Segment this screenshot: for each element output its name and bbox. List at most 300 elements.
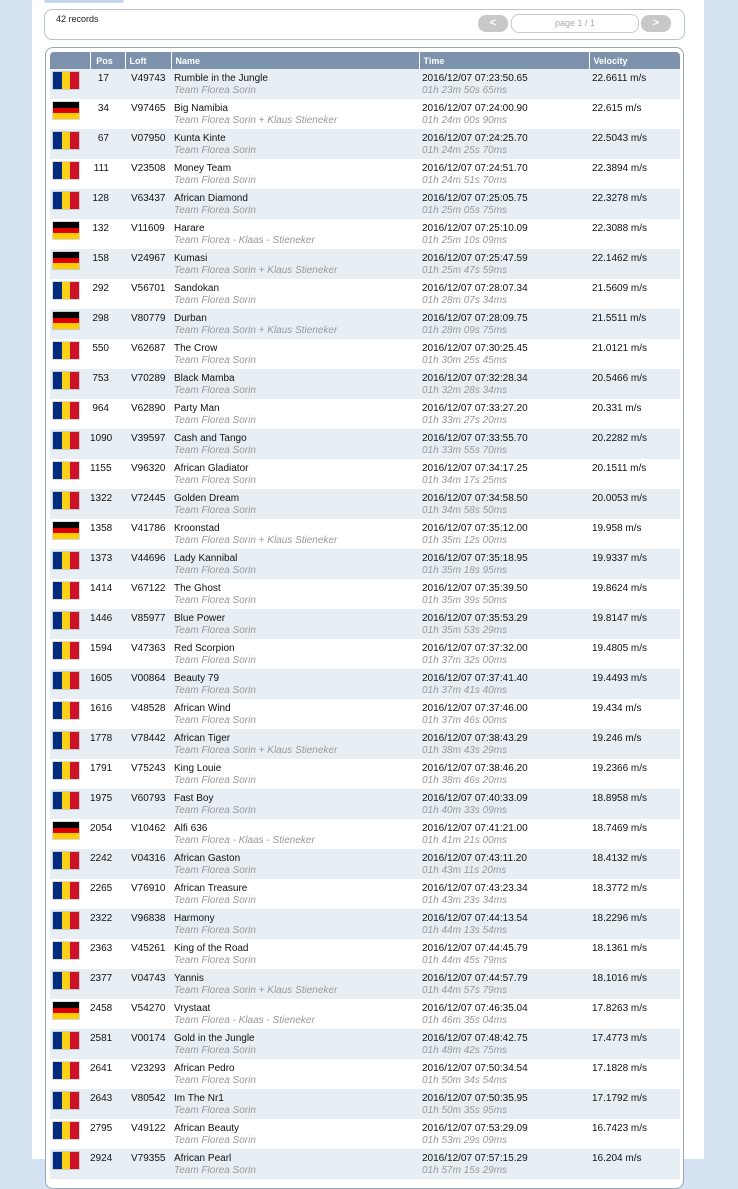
flight-duration: 01h 37m 32s 00ms <box>422 655 508 666</box>
velocity-cell <box>589 339 680 369</box>
arrival-time: 2016/12/07 07:46:35.04 <box>422 1003 528 1014</box>
loft-value: V04316 <box>131 853 166 864</box>
team-name: Team Florea Sorin <box>174 955 256 966</box>
velocity-cell <box>589 759 680 789</box>
table-row[interactable] <box>50 1029 680 1059</box>
team-name: Team Florea - Klaas - Stieneker <box>174 235 315 246</box>
arrival-time: 2016/12/07 07:23:50.65 <box>422 73 528 84</box>
velocity-value: 17.1828 m/s <box>592 1063 648 1074</box>
flag-cell <box>50 879 90 909</box>
flag-cell <box>50 1119 90 1149</box>
time-cell <box>419 99 589 129</box>
arrival-time: 2016/12/07 07:53:29.09 <box>422 1123 528 1134</box>
loft-cell <box>125 669 171 699</box>
time-cell <box>419 969 589 999</box>
velocity-cell <box>589 1149 680 1179</box>
team-name: Team Florea Sorin <box>174 865 256 876</box>
table-row[interactable] <box>50 189 680 219</box>
arrival-time: 2016/12/07 07:35:12.00 <box>422 523 528 534</box>
romania-flag-icon <box>53 1122 79 1139</box>
loft-value: V23508 <box>131 163 166 174</box>
flight-duration: 01h 38m 46s 20ms <box>422 775 508 786</box>
team-name: Team Florea Sorin <box>174 295 256 306</box>
table-row[interactable] <box>50 249 680 279</box>
team-name: Team Florea Sorin + Klaus Stieneker <box>174 535 338 546</box>
team-name: Team Florea Sorin + Klaus Stieneker <box>174 265 338 276</box>
pos-value: 1778 <box>90 733 113 744</box>
pigeon-name: The Ghost <box>174 583 221 594</box>
romania-flag-icon <box>53 732 79 749</box>
loft-cell <box>125 549 171 579</box>
loft-cell <box>125 459 171 489</box>
table-row[interactable] <box>50 1059 680 1089</box>
team-name: Team Florea Sorin + Klaus Stieneker <box>174 745 338 756</box>
results-panel <box>45 47 684 1189</box>
romania-flag-icon <box>53 972 79 989</box>
flag-cell <box>50 1059 90 1089</box>
table-row[interactable] <box>50 759 680 789</box>
velocity-cell <box>589 1119 680 1149</box>
table-row[interactable] <box>50 459 680 489</box>
romania-flag-icon <box>53 882 79 899</box>
results-body <box>50 69 680 1179</box>
velocity-value: 17.4773 m/s <box>592 1033 648 1044</box>
team-name: Team Florea Sorin <box>174 1045 256 1056</box>
velocity-value: 19.9337 m/s <box>592 553 648 564</box>
pos-value: 1791 <box>90 763 113 774</box>
velocity-value: 18.3772 m/s <box>592 883 648 894</box>
flag-cell <box>50 309 90 339</box>
table-row[interactable] <box>50 849 680 879</box>
loft-cell <box>125 1029 171 1059</box>
velocity-cell <box>589 129 680 159</box>
loft-value: V96838 <box>131 913 166 924</box>
table-row[interactable] <box>50 819 680 849</box>
name-cell <box>171 609 419 639</box>
table-row[interactable] <box>50 789 680 819</box>
loft-value: V56701 <box>131 283 166 294</box>
loft-cell <box>125 339 171 369</box>
pos-cell <box>90 999 125 1029</box>
name-cell <box>171 789 419 819</box>
romania-flag-icon <box>53 642 79 659</box>
pos-cell <box>90 729 125 759</box>
table-header <box>50 52 680 69</box>
flag-cell <box>50 1089 90 1119</box>
romania-flag-icon <box>53 612 79 629</box>
pos-cell <box>90 459 125 489</box>
pos-cell <box>90 69 125 99</box>
flight-duration: 01h 34m 58s 50ms <box>422 505 508 516</box>
velocity-cell <box>589 969 680 999</box>
table-row[interactable] <box>50 639 680 669</box>
pigeon-name: Kumasi <box>174 253 208 264</box>
table-row[interactable] <box>50 69 680 99</box>
flag-cell <box>50 789 90 819</box>
time-cell <box>419 399 589 429</box>
flight-duration: 01h 43m 23s 34ms <box>422 895 508 906</box>
pos-cell <box>90 909 125 939</box>
arrival-time: 2016/12/07 07:25:05.75 <box>422 193 528 204</box>
velocity-cell <box>589 789 680 819</box>
loft-value: V78442 <box>131 733 166 744</box>
pos-cell <box>90 429 125 459</box>
table-row[interactable] <box>50 429 680 459</box>
loft-cell <box>125 789 171 819</box>
arrival-time: 2016/12/07 07:33:55.70 <box>422 433 528 444</box>
pos-value: 2795 <box>90 1123 113 1134</box>
arrival-time: 2016/12/07 07:38:46.20 <box>422 763 528 774</box>
table-row[interactable] <box>50 909 680 939</box>
velocity-cell <box>589 369 680 399</box>
time-cell <box>419 309 589 339</box>
time-cell <box>419 819 589 849</box>
name-cell <box>171 759 419 789</box>
flight-duration: 01h 44m 45s 79ms <box>422 955 508 966</box>
arrival-time: 2016/12/07 07:37:41.40 <box>422 673 528 684</box>
name-cell <box>171 849 419 879</box>
flight-duration: 01h 30m 25s 45ms <box>422 355 508 366</box>
table-row[interactable] <box>50 279 680 309</box>
time-cell <box>419 369 589 399</box>
pigeon-name: Black Mamba <box>174 373 235 384</box>
loft-cell <box>125 1089 171 1119</box>
table-row[interactable] <box>50 999 680 1029</box>
flight-duration: 01h 25m 05s 75ms <box>422 205 508 216</box>
time-cell <box>419 789 589 819</box>
flight-duration: 01h 28m 07s 34ms <box>422 295 508 306</box>
loft-value: V60793 <box>131 793 166 804</box>
loft-cell <box>125 129 171 159</box>
table-row[interactable] <box>50 579 680 609</box>
arrival-time: 2016/12/07 07:24:25.70 <box>422 133 528 144</box>
column-header-loft[interactable]: Loft <box>125 52 171 69</box>
pos-cell <box>90 1089 125 1119</box>
pos-value: 2581 <box>90 1033 113 1044</box>
velocity-cell <box>589 549 680 579</box>
column-header-velocity[interactable]: Velocity <box>589 52 680 69</box>
name-cell <box>171 219 419 249</box>
romania-flag-icon <box>53 912 79 929</box>
romania-flag-icon <box>53 672 79 689</box>
table-row[interactable] <box>50 309 680 339</box>
velocity-cell <box>589 99 680 129</box>
column-header-flag[interactable] <box>50 52 90 69</box>
pigeon-name: King of the Road <box>174 943 249 954</box>
flight-duration: 01h 43m 11s 20ms <box>422 865 507 876</box>
pigeon-name: African Treasure <box>174 883 248 894</box>
flag-cell <box>50 159 90 189</box>
table-row[interactable] <box>50 489 680 519</box>
pigeon-name: African Diamond <box>174 193 248 204</box>
time-cell <box>419 999 589 1029</box>
pos-cell <box>90 879 125 909</box>
column-header-pos[interactable]: Pos <box>90 52 125 69</box>
time-cell <box>419 69 589 99</box>
loft-cell <box>125 999 171 1029</box>
flag-cell <box>50 189 90 219</box>
name-cell <box>171 939 419 969</box>
name-cell <box>171 99 419 129</box>
pos-cell <box>90 939 125 969</box>
velocity-value: 18.4132 m/s <box>592 853 648 864</box>
table-row[interactable] <box>50 1089 680 1119</box>
loft-cell <box>125 249 171 279</box>
pos-value: 1155 <box>90 463 112 474</box>
romania-flag-icon <box>53 342 79 359</box>
velocity-cell <box>589 1059 680 1089</box>
loft-cell <box>125 879 171 909</box>
flight-duration: 01h 24m 00s 90ms <box>422 115 508 126</box>
flag-cell <box>50 579 90 609</box>
table-row[interactable] <box>50 699 680 729</box>
table-row[interactable] <box>50 729 680 759</box>
table-row[interactable] <box>50 99 680 129</box>
romania-flag-icon <box>53 162 79 179</box>
table-row[interactable] <box>50 399 680 429</box>
page-indicator: page 1 / 1 <box>511 14 639 33</box>
pos-value: 1975 <box>90 793 113 804</box>
name-cell <box>171 69 419 99</box>
time-cell <box>419 339 589 369</box>
name-cell <box>171 489 419 519</box>
loft-cell <box>125 639 171 669</box>
time-cell <box>419 939 589 969</box>
team-name: Team Florea - Klaas - Stieneker <box>174 835 315 846</box>
pos-value: 1414 <box>90 583 113 594</box>
table-row[interactable] <box>50 549 680 579</box>
time-cell <box>419 609 589 639</box>
loft-cell <box>125 369 171 399</box>
velocity-cell <box>589 279 680 309</box>
romania-flag-icon <box>53 372 79 389</box>
flag-cell <box>50 369 90 399</box>
pigeon-name: Blue Power <box>174 613 226 624</box>
loft-cell <box>125 489 171 519</box>
pos-cell <box>90 789 125 819</box>
velocity-cell <box>589 1029 680 1059</box>
arrival-time: 2016/12/07 07:32:28.34 <box>422 373 528 384</box>
prev-page-button[interactable]: < <box>478 15 508 32</box>
germany-flag-icon <box>53 1002 79 1019</box>
pos-cell <box>90 849 125 879</box>
table-row[interactable] <box>50 609 680 639</box>
name-cell <box>171 159 419 189</box>
velocity-value: 20.0053 m/s <box>592 493 648 504</box>
table-row[interactable] <box>50 1149 680 1179</box>
name-cell <box>171 819 419 849</box>
name-cell <box>171 729 419 759</box>
flag-cell <box>50 1149 90 1179</box>
time-cell <box>419 669 589 699</box>
name-cell <box>171 129 419 159</box>
pos-cell <box>90 129 125 159</box>
velocity-value: 17.8263 m/s <box>592 1003 648 1014</box>
pos-value: 2924 <box>90 1153 113 1164</box>
table-row[interactable] <box>50 969 680 999</box>
flight-duration: 01h 40m 33s 09ms <box>422 805 508 816</box>
pigeon-name: Big Namibia <box>174 103 228 114</box>
arrival-time: 2016/12/07 07:37:46.00 <box>422 703 528 714</box>
velocity-value: 22.3088 m/s <box>592 223 648 234</box>
romania-flag-icon <box>53 462 79 479</box>
pigeon-name: African Pedro <box>174 1063 235 1074</box>
pigeon-name: Gold in the Jungle <box>174 1033 255 1044</box>
flag-cell <box>50 69 90 99</box>
velocity-cell <box>589 219 680 249</box>
flight-duration: 01h 35m 39s 50ms <box>422 595 508 606</box>
velocity-value: 19.8147 m/s <box>592 613 648 624</box>
pos-cell <box>90 519 125 549</box>
arrival-time: 2016/12/07 07:50:34.54 <box>422 1063 528 1074</box>
team-name: Team Florea Sorin <box>174 565 256 576</box>
pigeon-name: Durban <box>174 313 207 324</box>
flag-cell <box>50 279 90 309</box>
arrival-time: 2016/12/07 07:48:42.75 <box>422 1033 528 1044</box>
arrival-time: 2016/12/07 07:35:39.50 <box>422 583 528 594</box>
arrival-time: 2016/12/07 07:34:58.50 <box>422 493 528 504</box>
pigeon-name: Beauty 79 <box>174 673 220 684</box>
loft-value: V70289 <box>131 373 166 384</box>
loft-cell <box>125 909 171 939</box>
table-row[interactable] <box>50 1119 680 1149</box>
arrival-time: 2016/12/07 07:37:32.00 <box>422 643 528 654</box>
table-row[interactable] <box>50 519 680 549</box>
pos-value: 67 <box>97 133 109 144</box>
arrival-time: 2016/12/07 07:30:25.45 <box>422 343 528 354</box>
velocity-value: 22.3894 m/s <box>592 163 648 174</box>
loft-cell <box>125 609 171 639</box>
pos-cell <box>90 339 125 369</box>
table-row[interactable] <box>50 939 680 969</box>
loft-value: V67122 <box>131 583 166 594</box>
team-name: Team Florea Sorin <box>174 505 256 516</box>
loft-cell <box>125 99 171 129</box>
page <box>32 0 704 1176</box>
team-name: Team Florea Sorin <box>174 445 256 456</box>
table-row[interactable] <box>50 879 680 909</box>
romania-flag-icon <box>53 552 79 569</box>
name-cell <box>171 909 419 939</box>
loft-cell <box>125 519 171 549</box>
time-cell <box>419 519 589 549</box>
loft-value: V97465 <box>131 103 166 114</box>
name-cell <box>171 1119 419 1149</box>
column-header-time[interactable]: Time <box>419 52 589 69</box>
arrival-time: 2016/12/07 07:24:51.70 <box>422 163 528 174</box>
flag-cell <box>50 219 90 249</box>
pos-value: 1616 <box>90 703 113 714</box>
romania-flag-icon <box>53 702 79 719</box>
romania-flag-icon <box>53 942 79 959</box>
velocity-value: 18.1361 m/s <box>592 943 648 954</box>
pos-cell <box>90 219 125 249</box>
velocity-value: 18.8958 m/s <box>592 793 648 804</box>
pigeon-name: Golden Dream <box>174 493 240 504</box>
flag-cell <box>50 429 90 459</box>
pos-value: 2242 <box>90 853 113 864</box>
time-cell <box>419 729 589 759</box>
team-name: Team Florea Sorin <box>174 145 256 156</box>
pigeon-name: Im The Nr1 <box>174 1093 224 1104</box>
velocity-value: 22.5043 m/s <box>592 133 648 144</box>
velocity-cell <box>589 819 680 849</box>
loft-value: V62687 <box>131 343 166 354</box>
records-bar <box>44 9 685 40</box>
velocity-value: 18.2296 m/s <box>592 913 648 924</box>
next-page-button[interactable]: > <box>641 15 671 32</box>
table-row[interactable] <box>50 129 680 159</box>
flight-duration: 01h 38m 43s 29ms <box>422 745 508 756</box>
loft-value: V72445 <box>131 493 166 504</box>
name-cell <box>171 309 419 339</box>
arrival-time: 2016/12/07 07:44:57.79 <box>422 973 528 984</box>
team-name: Team Florea Sorin <box>174 1135 256 1146</box>
flight-duration: 01h 24m 51s 70ms <box>422 175 508 186</box>
germany-flag-icon <box>53 822 79 839</box>
velocity-cell <box>589 519 680 549</box>
romania-flag-icon <box>53 72 79 89</box>
flight-duration: 01h 37m 46s 00ms <box>422 715 508 726</box>
velocity-cell <box>589 399 680 429</box>
pos-value: 298 <box>92 313 109 324</box>
table-row[interactable] <box>50 219 680 249</box>
pos-value: 292 <box>92 283 109 294</box>
flag-cell <box>50 909 90 939</box>
name-cell <box>171 699 419 729</box>
name-cell <box>171 579 419 609</box>
loft-value: V10462 <box>131 823 166 834</box>
name-cell <box>171 429 419 459</box>
loft-value: V44696 <box>131 553 166 564</box>
loft-value: V04743 <box>131 973 166 984</box>
velocity-value: 21.5609 m/s <box>592 283 648 294</box>
team-name: Team Florea Sorin <box>174 355 256 366</box>
table-row[interactable] <box>50 369 680 399</box>
arrival-time: 2016/12/07 07:24:00.90 <box>422 103 528 114</box>
velocity-value: 20.1511 m/s <box>592 463 647 474</box>
flight-duration: 01h 28m 09s 75ms <box>422 325 508 336</box>
table-row[interactable] <box>50 669 680 699</box>
team-name: Team Florea Sorin <box>174 1165 256 1176</box>
team-name: Team Florea Sorin <box>174 475 256 486</box>
velocity-cell <box>589 159 680 189</box>
germany-flag-icon <box>53 252 79 269</box>
loft-cell <box>125 699 171 729</box>
pos-cell <box>90 669 125 699</box>
flight-duration: 01h 48m 42s 75ms <box>422 1045 508 1056</box>
pos-cell <box>90 399 125 429</box>
velocity-value: 22.3278 m/s <box>592 193 648 204</box>
column-header-name[interactable]: Name <box>171 52 419 69</box>
velocity-cell <box>589 429 680 459</box>
arrival-time: 2016/12/07 07:44:13.54 <box>422 913 528 924</box>
velocity-cell <box>589 669 680 699</box>
top-tab[interactable] <box>44 0 124 3</box>
pos-cell <box>90 609 125 639</box>
pigeon-name: Vrystaat <box>174 1003 211 1014</box>
table-row[interactable] <box>50 159 680 189</box>
team-name: Team Florea Sorin <box>174 85 256 96</box>
loft-cell <box>125 1119 171 1149</box>
pos-cell <box>90 1059 125 1089</box>
flight-duration: 01h 41m 21s 00ms <box>422 835 508 846</box>
table-row[interactable] <box>50 339 680 369</box>
velocity-value: 19.8624 m/s <box>592 583 648 594</box>
flag-cell <box>50 969 90 999</box>
arrival-time: 2016/12/07 07:44:45.79 <box>422 943 528 954</box>
pigeon-name: Kunta Kinte <box>174 133 226 144</box>
